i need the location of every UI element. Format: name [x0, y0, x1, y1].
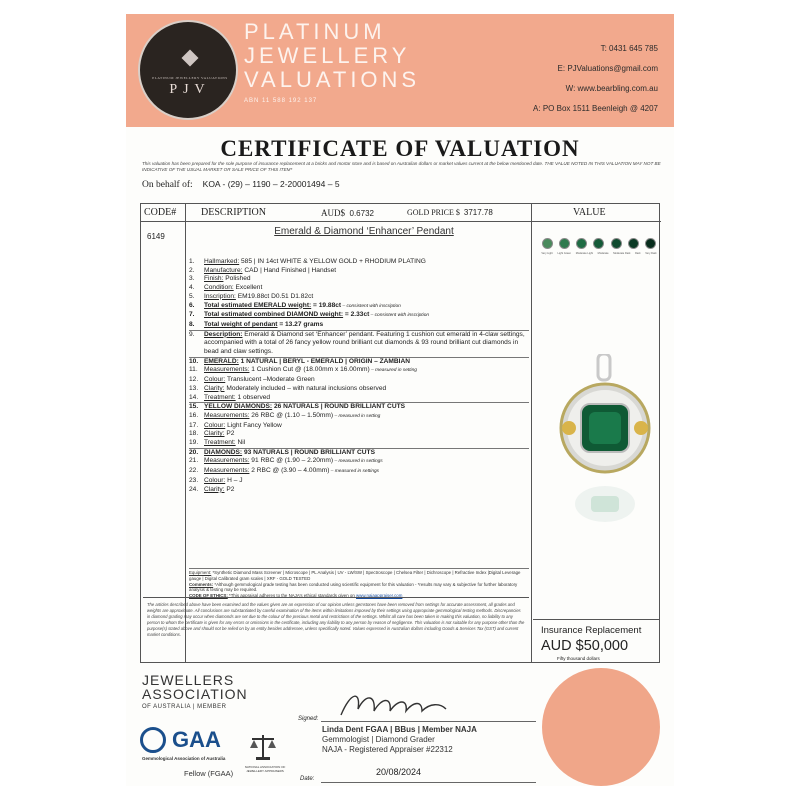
detail-row: 19. Treatment: Nil — [189, 439, 246, 447]
brand-name — [244, 20, 420, 92]
equipment-notes: Equipment: *Synthetic Diamond Mass Screener | Microscope | PL Analysis | UV - LW/SW | Spectroscope | Chelsea Filter | Dichroscope | Refractive Index |Digital Leverage gauge | Digital Calibrated gram scales | XRF - GOLD TESTED Comments: *Although gemmological grade testing has been conducted using scientific equipment for this valuation - *results may vary & subjective for further laboratory analysis & testing may be required. CODE OF ETHICS: *This appraisal adheres to the NAJA’s ethical standards given on www.najaappraiser.com — [189, 568, 529, 599]
gold-price — [407, 204, 493, 222]
abn-number: ABN 11 588 192 137 — [244, 98, 318, 104]
website[interactable]: W: www.bearbling.com.au — [565, 84, 658, 93]
contact-details — [533, 39, 658, 119]
value-header: VALUE — [573, 207, 606, 218]
signed-label: Signed: — [298, 716, 319, 722]
aud-rate — [321, 204, 374, 222]
naja-label: NATIONAL ASSOCIATION OF JEWELLERY APPRAISERS — [244, 765, 286, 773]
detail-row: 14. Treatment: 1 observed — [189, 393, 271, 401]
detail-row: 5. Inscription: EM19.88ct D0.51 D1.82ct — [189, 292, 314, 300]
gaa-emblem-icon — [140, 727, 166, 753]
valuation-table — [140, 203, 660, 663]
detail-row: 4. Condition: Excellent — [189, 284, 263, 292]
detail-row: 2. Manufacture: CAD | Hand Finished | Handset — [189, 266, 337, 274]
pendant-photo — [551, 354, 659, 529]
valuation-date: 20/08/2024 — [376, 767, 422, 777]
detail-row: 12. Colour: Translucent –Moderate Green — [189, 376, 315, 384]
emerald-colour-scale — [539, 238, 659, 249]
phone: T: 0431 645 785 — [600, 44, 658, 53]
colour-swatch — [611, 238, 622, 249]
naja-link[interactable]: www.najaappraiser.com — [356, 593, 403, 599]
appraiser-name: Linda Dent FGAA | BBus | Member NAJA — [322, 725, 477, 734]
appraiser-details — [322, 725, 477, 755]
email[interactable]: E: PJValuations@gmail.com — [557, 64, 658, 73]
colour-swatch — [576, 238, 587, 249]
appraiser-registration: NAJA - Registered Appraiser #22312 — [322, 745, 453, 754]
detail-row: 24. Clarity: P2 — [189, 485, 235, 493]
detail-row: 9. Description: Emerald & Diamond set ‘Enhancer’ pendant. Featuring 1 cushion cut emerald in 4-claw settings, accompanied with a total of 26 fancy yellow round brilliant cut diamonds & 93 round brilliant cut diamonds in bead and claw settings. — [189, 330, 529, 357]
detail-row: 11. Measurements: 1 Cushion Cut @ (18.00mm x 16.00mm) – measured in setting — [189, 366, 417, 374]
brand-line-2: JEWELLERY — [244, 43, 411, 68]
brand-line-1: PLATINUM — [244, 19, 386, 44]
gaa-subtitle: Gemmological Association of Australia — [142, 756, 226, 761]
date-line — [321, 782, 536, 783]
aud-label: AUD$ — [321, 208, 345, 218]
detail-row: 20. DIAMONDS: 93 NATURALS | ROUND BRILLIANT CUTS — [189, 448, 529, 458]
disclaimer-text: The articles described above have been examined and the values given are an expression of our opinion unless gemstones have been removed from settings for accurate assessment, all grades and weights are approximate. All conclusions are substantiated by careful examination of the items within limitations imposed by their settings using appropriate gemmological testing methods. Discrepancies in diamond grading may occur when diamonds are set due to the colour of the precious metal and restrictions of the settings. Whilst all care has been taken in making this valuation, no liability to any person to whom the certificate is given for any errors or omissions in the certificate, including any liability to any person by reason of negligence. This valuation is not suitable for any purpose other than the purpose(s) stated above and should not be relied on by an entity besides addressee, unless specifically noted. Values expressed in Australian dollars including Goods & Services Tax (GST) and current market conditions. — [143, 597, 529, 642]
detail-row: 6. Total estimated EMERALD weight: = 19.88ct – consistent with inscription — [189, 301, 401, 309]
divider — [531, 204, 532, 663]
address: A: PO Box 1511 Beenleigh @ 4207 — [533, 104, 658, 113]
certificate-title: CERTIFICATE OF VALUATION — [220, 136, 580, 161]
item-details — [189, 258, 529, 494]
item-code: 6149 — [147, 232, 165, 241]
certificate-page — [126, 14, 674, 786]
seal-stamp — [542, 668, 660, 786]
detail-row: 21. Measurements: 91 RBC @ (1.90 – 2.20mm) – measured in settings — [189, 457, 383, 465]
brand-line-3: VALUATIONS — [244, 67, 421, 92]
colour-swatch — [559, 238, 570, 249]
aud-value: 0.6732 — [349, 209, 374, 218]
scales-icon — [248, 732, 278, 762]
behalf-of — [142, 179, 340, 190]
insurance-label: Insurance Replacement — [541, 625, 642, 636]
colour-swatch — [628, 238, 639, 249]
detail-row: 10. EMERALD: 1 NATURAL | BERYL - EMERALD | ORIGIN – ZAMBIAN — [189, 357, 529, 367]
appraiser-role: Gemmologist | Diamond Grader — [322, 735, 435, 744]
detail-row: 1. Hallmarked: 585 | IN 14ct WHITE & YELLOW GOLD + RHODIUM PLATING — [189, 258, 426, 265]
jaa-line-2: ASSOCIATION — [142, 686, 248, 702]
signature — [336, 687, 456, 719]
colour-scale-labels: Very Light Light Green Moderate Light Moderate Moderate Dark Dark Very Dark — [541, 252, 657, 255]
signature-line — [321, 721, 536, 722]
jaa-line-1: JEWELLERS — [142, 672, 235, 688]
insurance-box — [533, 619, 660, 664]
date-label: Date: — [300, 776, 315, 782]
colour-swatch — [593, 238, 604, 249]
detail-row: 13. Clarity: Moderately included – with natural inclusions observed — [189, 384, 387, 392]
gold-value: 3717.78 — [463, 208, 493, 217]
header-banner — [126, 14, 674, 127]
colour-swatch — [645, 238, 656, 249]
detail-row: 17. Colour: Light Fancy Yellow — [189, 421, 282, 429]
intro-text: This valuation has been prepared for the sole purpose of insurance replacement at a bricks and mortar store and is based on Australian dollars or market values current at the below mentioned date. THE VALUE NOTED IN THIS VALUATION MAY NOT BE INDICATIVE OF THE USUAL MARKET OR SALE PRICE OF THIS ITEM* — [142, 161, 661, 172]
pjv-logo — [138, 20, 238, 120]
colour-swatch — [542, 238, 553, 249]
description-header: DESCRIPTION — [201, 207, 267, 218]
detail-row: 23. Colour: H – J — [189, 476, 243, 484]
item-title: Emerald & Diamond ‘Enhancer’ Pendant — [274, 226, 454, 237]
fellow-label: Fellow (FGAA) — [184, 769, 234, 778]
code-header: CODE# — [144, 207, 177, 218]
insurance-words: Fifty thousand dollars — [557, 656, 600, 661]
gold-label: GOLD PRICE $ — [407, 208, 460, 217]
detail-row: 18. Clarity: P2 — [189, 430, 235, 438]
divider — [185, 204, 186, 663]
detail-row: 3. Finish: Polished — [189, 275, 251, 283]
jaa-member: OF AUSTRALIA | MEMBER — [142, 704, 227, 710]
logo-monogram: PJV — [169, 82, 211, 97]
detail-row: 22. Measurements: 2 RBC @ (3.90 – 4.00mm) – measured in settings — [189, 467, 380, 475]
jaa-logo — [142, 673, 248, 701]
detail-row: 15. YELLOW DIAMONDS: 26 NATURALS | ROUND BRILLIANT CUTS — [189, 402, 529, 412]
logo-subtitle: PLATINUM JEWELLERY VALUATIONS — [152, 76, 228, 80]
detail-row: 16. Measurements: 26 RBC @ (1.10 – 1.50mm) – measured in setting — [189, 411, 381, 419]
detail-row: 7. Total estimated combined DIAMOND weight: = 2.33ct – consistent with inscription — [189, 311, 430, 319]
detail-row: 8. Total weight of pendant = 13.27 grams — [189, 320, 324, 328]
insurance-amount: AUD $50,000 — [541, 638, 629, 654]
behalf-label: On behalf of: — [142, 180, 193, 190]
diamond-icon — [182, 50, 199, 67]
gaa-logo: GAA — [172, 727, 221, 752]
behalf-value: KOA - (29) – 1190 – 2-20001494 – 5 — [202, 179, 340, 189]
